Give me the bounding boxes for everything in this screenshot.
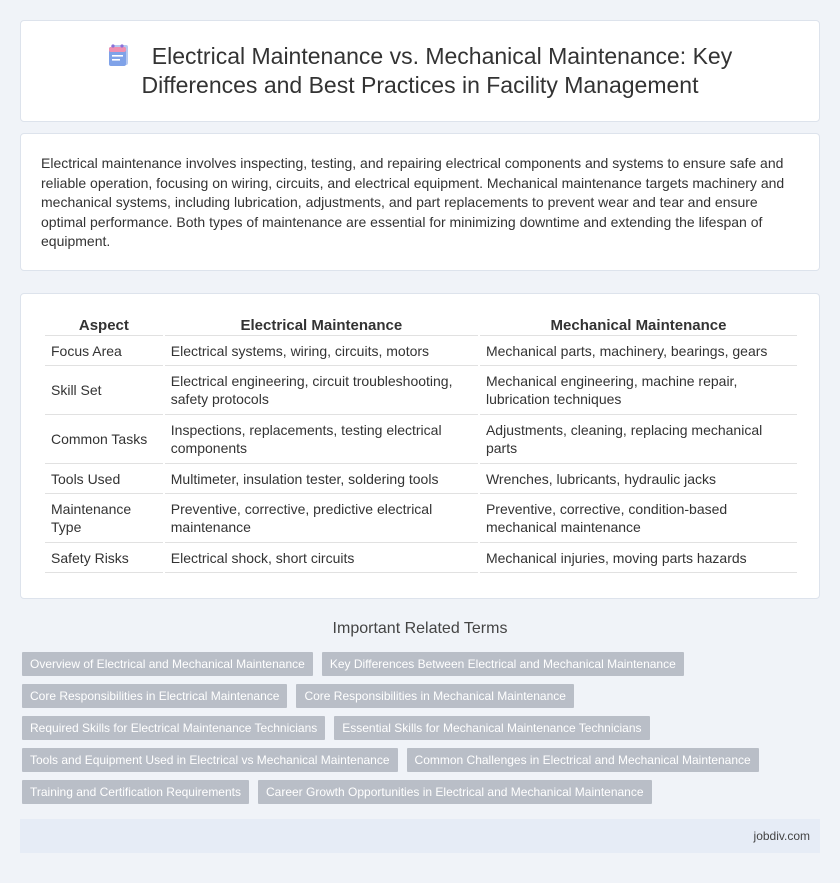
footer-site[interactable]: jobdiv.com (753, 829, 810, 843)
page-title-text: Electrical Maintenance vs. Mechanical Maintenance: Key Differences and Best Practices in Facility Management (141, 43, 733, 98)
related-term-tag[interactable]: Overview of Electrical and Mechanical Maintenance (22, 652, 313, 676)
title-card (20, 20, 820, 122)
related-term-tag[interactable]: Core Responsibilities in Mechanical Maintenance (296, 684, 573, 708)
row-mechanical: Mechanical engineering, machine repair, lubrication techniques (480, 366, 797, 415)
related-terms-list (22, 652, 822, 812)
comparison-card (20, 293, 820, 599)
row-electrical: Multimeter, insulation tester, soldering tools (165, 464, 478, 494)
row-electrical: Preventive, corrective, predictive electrical maintenance (165, 494, 478, 543)
row-aspect: Skill Set (45, 366, 163, 415)
intro-text: Electrical maintenance involves inspecting, testing, and repairing electrical components and systems to ensure safe and reliable operation, focusing on wiring, circuits, and electrical equipment. Mechanical maintenance targets machinery and mechanical systems, including lubrication, adjustments, and part replacements to prevent wear and tear and ensure optimal performance. Both types of maintenance are essential for minimizing downtime and extending the lifespan of equipment. (41, 155, 785, 250)
comparison-table (43, 314, 799, 573)
row-mechanical: Wrenches, lubricants, hydraulic jacks (480, 464, 797, 494)
related-term-tag[interactable]: Common Challenges in Electrical and Mechanical Maintenance (407, 748, 759, 772)
header-aspect: Aspect (45, 314, 163, 336)
row-electrical: Inspections, replacements, testing electrical components (165, 415, 478, 464)
row-electrical: Electrical systems, wiring, circuits, motors (165, 336, 478, 366)
table-row (45, 366, 797, 415)
row-aspect: Safety Risks (45, 543, 163, 573)
row-electrical: Electrical shock, short circuits (165, 543, 478, 573)
table-row (45, 543, 797, 573)
table-row (45, 464, 797, 494)
related-term-tag[interactable]: Core Responsibilities in Electrical Maintenance (22, 684, 287, 708)
related-term-tag[interactable]: Key Differences Between Electrical and Mechanical Maintenance (322, 652, 684, 676)
table-row (45, 336, 797, 366)
related-term-tag[interactable]: Essential Skills for Mechanical Maintenance Technicians (334, 716, 649, 740)
related-term-tag[interactable]: Career Growth Opportunities in Electrical and Mechanical Maintenance (258, 780, 652, 804)
document-icon (108, 43, 130, 67)
row-aspect: Common Tasks (45, 415, 163, 464)
table-header-row (45, 314, 797, 336)
table-row (45, 415, 797, 464)
row-electrical: Electrical engineering, circuit troubleshooting, safety protocols (165, 366, 478, 415)
header-electrical: Electrical Maintenance (165, 314, 478, 336)
row-mechanical: Mechanical parts, machinery, bearings, gears (480, 336, 797, 366)
row-aspect: Focus Area (45, 336, 163, 366)
related-term-tag[interactable]: Tools and Equipment Used in Electrical vs Mechanical Maintenance (22, 748, 398, 772)
related-terms-title: Important Related Terms (332, 620, 508, 637)
intro-card (20, 133, 820, 271)
row-mechanical: Preventive, corrective, condition-based mechanical maintenance (480, 494, 797, 543)
related-term-tag[interactable]: Required Skills for Electrical Maintenance Technicians (22, 716, 325, 740)
row-mechanical: Mechanical injuries, moving parts hazards (480, 543, 797, 573)
row-mechanical: Adjustments, cleaning, replacing mechanical parts (480, 415, 797, 464)
footer (20, 819, 820, 853)
related-term-tag[interactable]: Training and Certification Requirements (22, 780, 249, 804)
row-aspect: Maintenance Type (45, 494, 163, 543)
page-title (61, 42, 779, 100)
table-row (45, 494, 797, 543)
header-mechanical: Mechanical Maintenance (480, 314, 797, 336)
row-aspect: Tools Used (45, 464, 163, 494)
